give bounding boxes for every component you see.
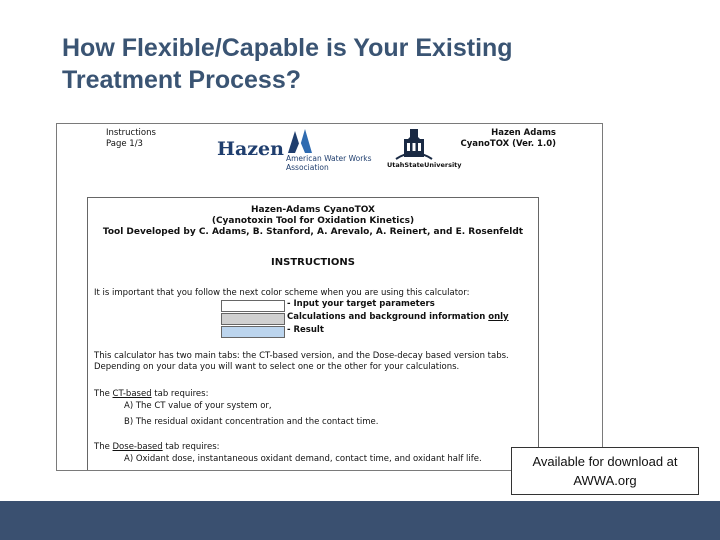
dose-tab-requirements bbox=[94, 442, 220, 453]
tool-title: Hazen-Adams CyanoTOX bbox=[251, 205, 375, 215]
color-scheme-intro: It is important that you follow the next color scheme when you are using this calculator: bbox=[94, 288, 470, 298]
instructions-panel bbox=[87, 197, 539, 471]
legend-result: - Result bbox=[287, 325, 324, 335]
ct-option-a: A) The CT value of your system or, bbox=[124, 401, 272, 411]
awwa-logo-text bbox=[286, 154, 386, 172]
doc-brand: Hazen Adams bbox=[491, 128, 556, 138]
awwa-logo-icon bbox=[286, 127, 316, 153]
dose-tab-name: Dose-based bbox=[112, 442, 163, 452]
doc-instructions-label: Instructions bbox=[106, 128, 156, 138]
ct-prefix: The bbox=[94, 389, 113, 399]
doc-version: CyanoTOX (Ver. 1.0) bbox=[460, 139, 556, 149]
dose-prefix: The bbox=[94, 442, 113, 452]
callout-line-2: AWWA.org bbox=[573, 473, 637, 488]
instructions-screenshot bbox=[56, 123, 603, 471]
instructions-heading: INSTRUCTIONS bbox=[271, 257, 355, 268]
result-color-swatch bbox=[221, 326, 285, 338]
slide-title bbox=[62, 32, 622, 96]
callout-line-1: Available for download at bbox=[532, 454, 678, 469]
ct-option-b: B) The residual oxidant concentration and the contact time. bbox=[124, 417, 379, 427]
footer-bar bbox=[0, 501, 720, 540]
tool-developers: Tool Developed by C. Adams, B. Stanford, A. Arevalo, A. Reinert, and E. Rosenfeldt bbox=[102, 227, 524, 237]
tabs-description-1: This calculator has two main tabs: the CT-based version, and the Dose-decay based version tabs. bbox=[94, 351, 509, 361]
tool-subtitle: (Cyanotoxin Tool for Oxidation Kinetics) bbox=[211, 216, 415, 226]
legend-calc-only: only bbox=[488, 312, 509, 322]
slide-title-line-1: How Flexible/Capable is Your Existing bbox=[62, 34, 513, 62]
download-callout bbox=[511, 447, 699, 495]
legend-calc bbox=[287, 312, 509, 323]
ct-tab-name: CT-based bbox=[112, 389, 152, 399]
doc-header-left bbox=[106, 128, 156, 150]
utah-state-building-icon bbox=[394, 127, 434, 161]
tabs-description-2: Depending on your data you will want to select one or the other for your calculations. bbox=[94, 362, 460, 372]
dose-option-a: A) Oxidant dose, instantaneous oxidant demand, contact time, and oxidant half life. bbox=[124, 454, 482, 464]
doc-page-number: Page 1/3 bbox=[106, 139, 143, 149]
legend-calc-text: Calculations and background information bbox=[287, 312, 489, 322]
awwa-line-2: Association bbox=[286, 163, 329, 172]
dose-suffix: tab requires: bbox=[162, 442, 220, 452]
ct-suffix: tab requires: bbox=[151, 389, 209, 399]
input-color-swatch bbox=[221, 300, 285, 312]
awwa-line-1: American Water Works bbox=[286, 154, 372, 163]
calc-color-swatch bbox=[221, 313, 285, 325]
ct-tab-requirements bbox=[94, 389, 208, 400]
doc-header-right bbox=[460, 128, 556, 150]
legend-input: - Input your target parameters bbox=[287, 299, 435, 309]
usu-logo-text: UtahStateUniversity bbox=[387, 161, 462, 169]
slide-title-line-2: Treatment Process? bbox=[62, 66, 301, 94]
hazen-logo: Hazen bbox=[217, 138, 284, 160]
